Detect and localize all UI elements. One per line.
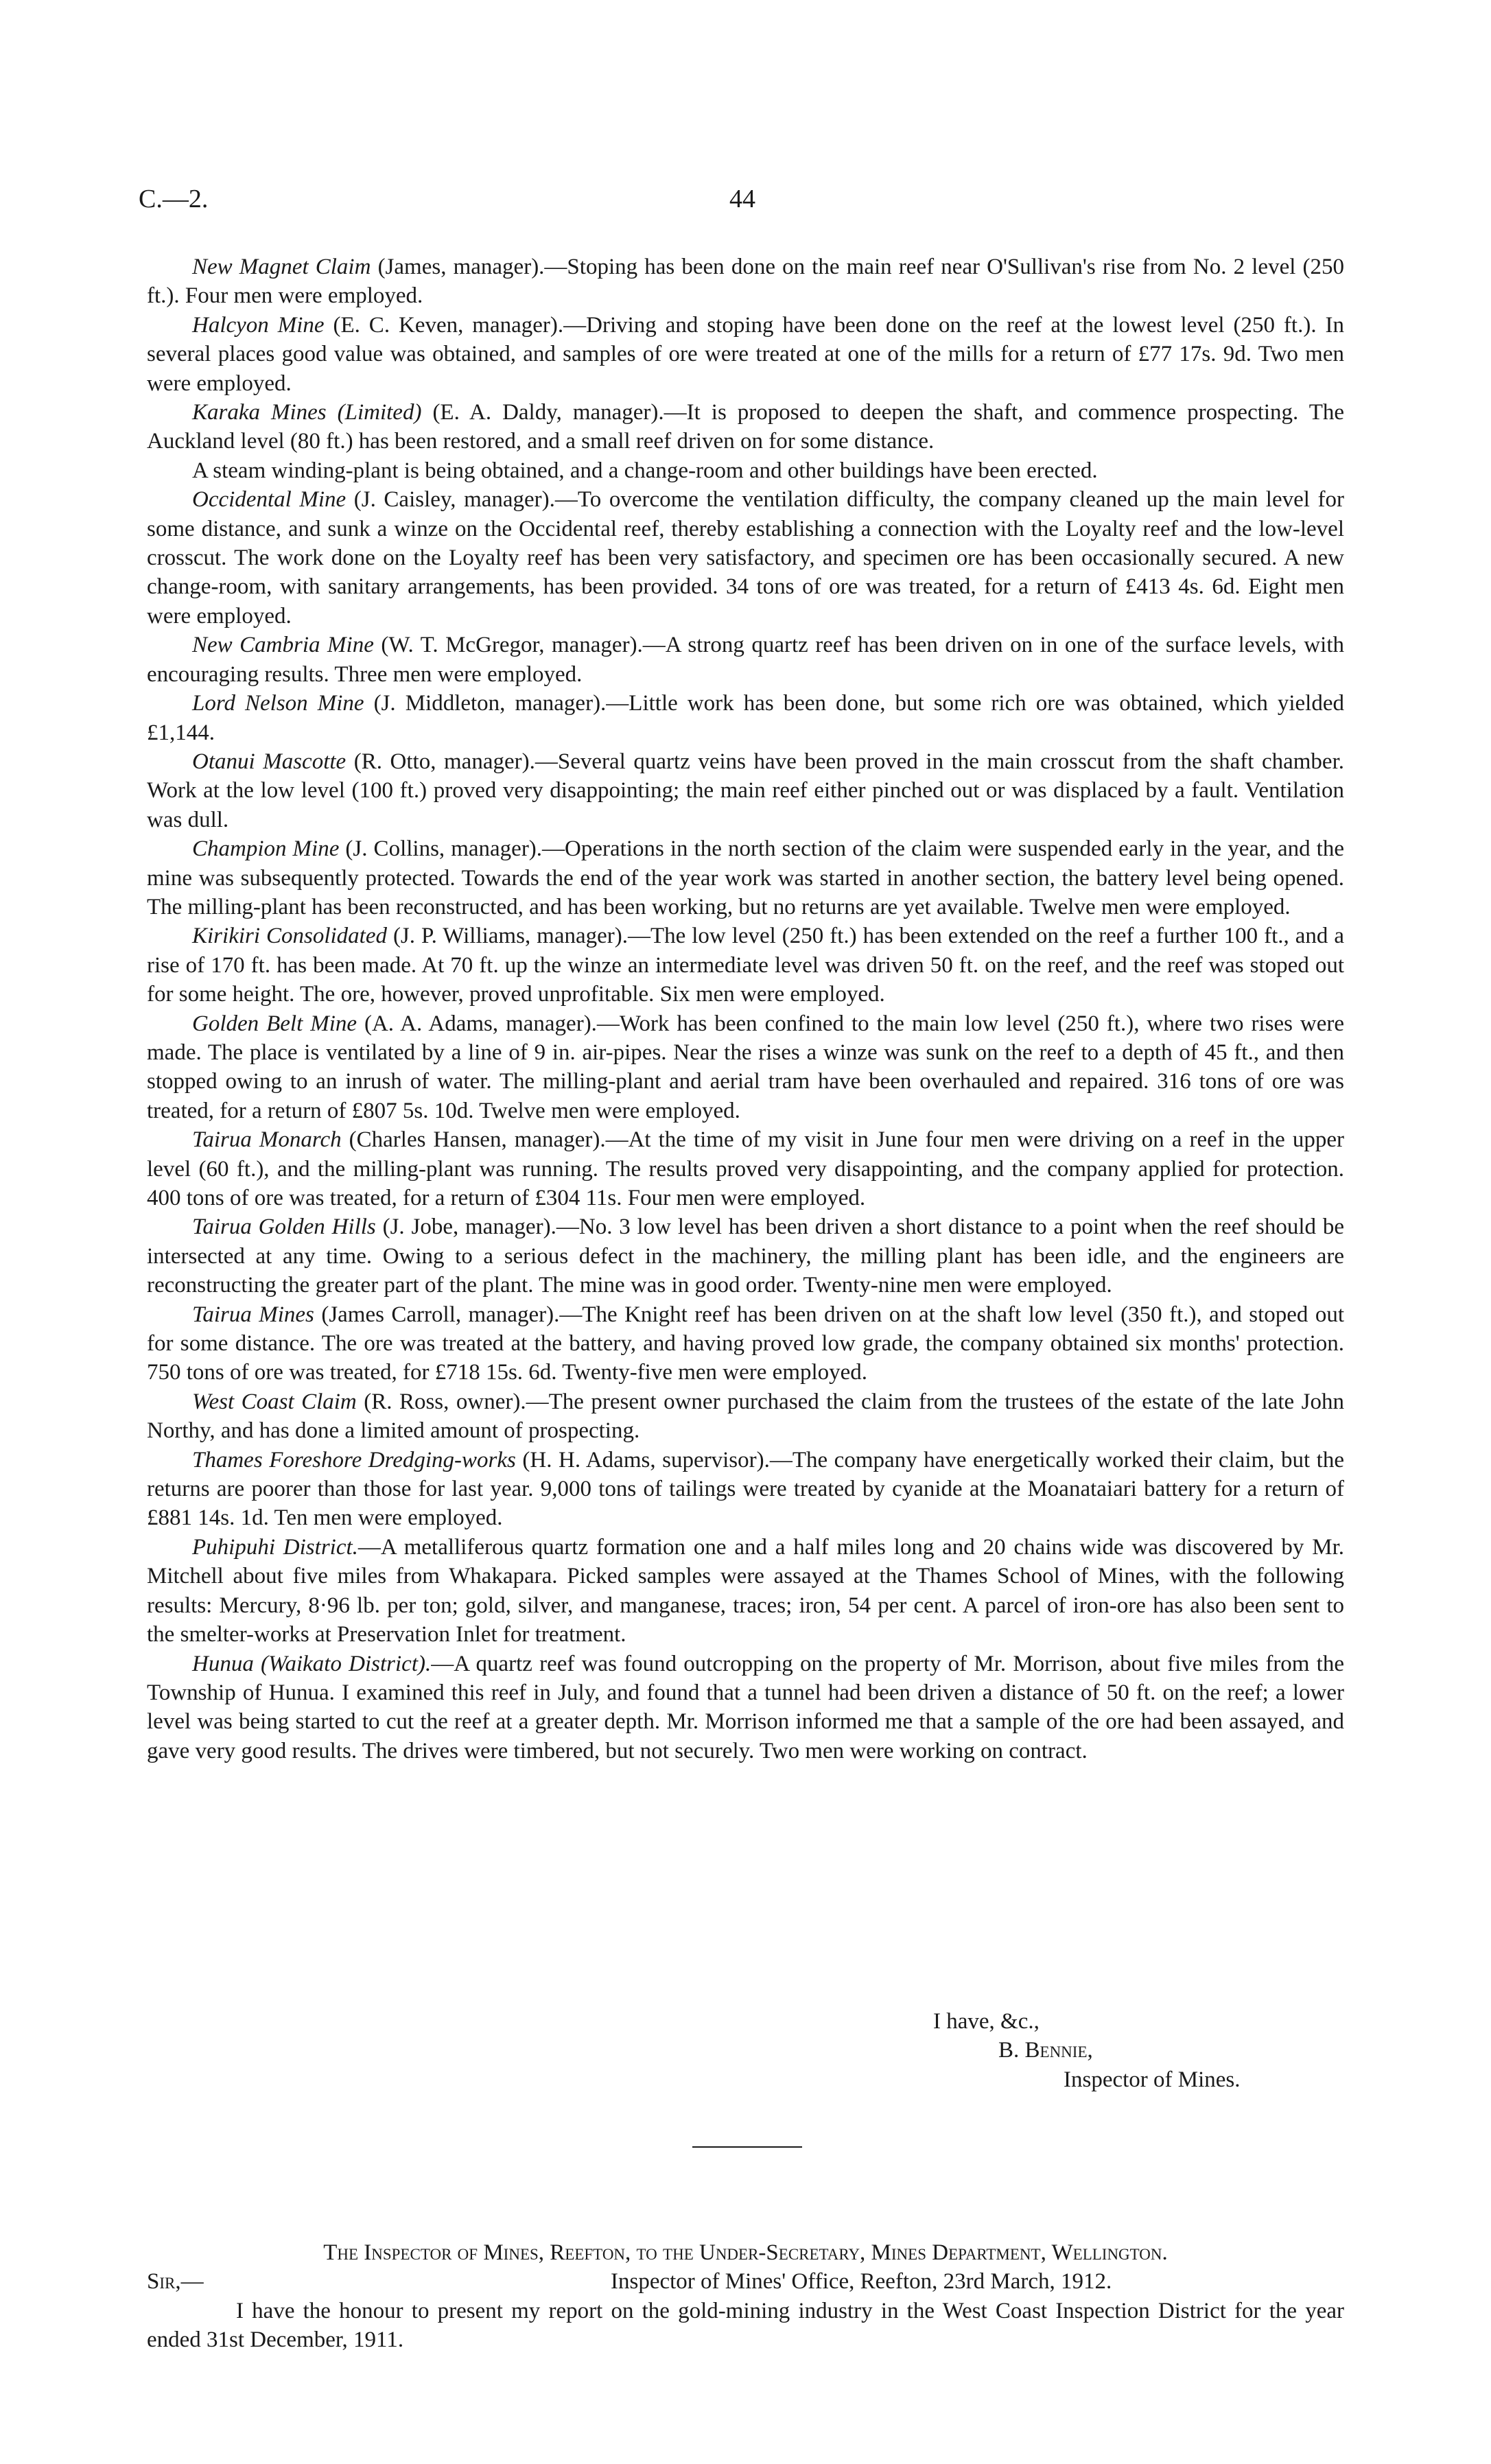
section-divider xyxy=(692,2146,802,2148)
entry-new-cambria-mine xyxy=(147,631,1344,689)
entry-text: (A. A. Adams, manager).—Work has been confined to the main low level (250 ft.), where two rises were made. The place is ventilated by a line of 9 in. air-pipes. Near the rises a winze was sunk on the reef to a depth of 45 ft., and then stopped owing to an inrush of water. The milling-plant and aerial tram have been overhauled and repaired. 316 tons of ore was treated, for a return of £807 5s. 10d. Twelve men were employed. xyxy=(147,1011,1344,1123)
entry-title: Thames Foreshore Dredging-works xyxy=(192,1447,516,1472)
entry-text: (R. Otto, manager).—Several quartz veins have been proved in the main crosscut from the shaft chamber. Work at the low level (100 ft.) proved very disappointing; the main reef either pinched out or was displaced by a fault. Ventilation was dull. xyxy=(147,749,1344,832)
page-number: 44 xyxy=(729,185,755,213)
entry-text: (J. Middleton, manager).—Little work has been done, but some rich ore was obtained, which yielded £1,144. xyxy=(147,691,1345,745)
entry-title: Tairua Golden Hills xyxy=(192,1215,376,1240)
salutation-line xyxy=(147,2267,1344,2296)
entry-tairua-mines xyxy=(147,1300,1344,1387)
entry-text: (J. Collins, manager).—Operations in the north section of the claim were suspended early in the year, and the mine was subsequently protected. Towards the end of the year work was started in another section, the battery level being opened. The milling-plant has been reconstructed, and has been working, but no returns are yet available. Twelve men were employed. xyxy=(147,836,1344,919)
entry-text: —A quartz reef was found outcropping on the property of Mr. Morrison, about five miles from the Township of Hunua. I examined this reef in July, and found that a tunnel had been driven a distance of 50 ft. on the reef; a lower level was being started to cut the reef at a greater depth. Mr. Morrison informed me that a sample of the ore had been assayed, and gave very good results. The drives were timbered, but not securely. Two men were working on contract. xyxy=(147,1651,1344,1763)
entry-title: Halcyon Mine xyxy=(192,312,325,338)
entry-karaka-mines xyxy=(147,398,1344,456)
entry-title: Champion Mine xyxy=(192,836,340,862)
entry-thames-foreshore xyxy=(147,1446,1344,1533)
entry-puhipuhi-district xyxy=(147,1533,1344,1650)
entry-new-magnet-claim xyxy=(147,253,1344,311)
entry-karaka-continued xyxy=(147,456,1344,485)
entry-title: New Cambria Mine xyxy=(192,633,374,658)
entry-text: (J. P. Williams, manager).—The low level (250 ft.) has been extended on the reef a further 100 ft., and a rise of 170 ft. has been made. At 70 ft. up the winze an intermediate level was driven 50 ft. on the reef, and the reef was stoped out for some height. The ore, however, proved unprofitable. Six men were employed. xyxy=(147,924,1344,1007)
entry-title: Karaka Mines (Limited) xyxy=(192,400,422,425)
entry-text: (Charles Hansen, manager).—At the time of my visit in June four men were driving on a reef in the upper level (60 ft.), and the milling-plant was running. The results proved very disappointing, and the company applied for protection. 400 tons of ore was treated, for a return of £304 11s. Four men were employed. xyxy=(147,1127,1344,1210)
entry-tairua-monarch xyxy=(147,1125,1344,1212)
entry-text: A steam winding-plant is being obtained, and a change-room and other buildings have been erected. xyxy=(192,458,1098,483)
entry-title: Hunua (Waikato District). xyxy=(192,1651,432,1676)
entry-text: (James Carroll, manager).—The Knight reef has been driven on at the shaft low level (350 ft.), and stoped out for some distance. The ore was treated at the battery, and having proved low grade, the company obtained six months' protection. 750 tons of ore was treated, for £718 15s. 6d. Twenty-five men were employed. xyxy=(147,1302,1344,1385)
entry-kirikiri-consolidated xyxy=(147,922,1344,1009)
entry-occidental-mine xyxy=(147,485,1344,631)
entry-text: (James, manager).—Stoping has been done on the main reef near O'Sullivan's rise from No. 2 level (250 ft.). Four men were employed. xyxy=(147,255,1345,309)
office-date: Inspector of Mines' Office, Reefton, 23rd March, 1912. xyxy=(611,2269,1112,2295)
page-header xyxy=(139,184,1346,225)
signoff-title: Inspector of Mines. xyxy=(1064,2067,1241,2092)
entry-golden-belt-mine xyxy=(147,1009,1344,1126)
entry-title: West Coast Claim xyxy=(192,1389,357,1414)
entry-title: Tairua Monarch xyxy=(192,1127,342,1153)
signoff xyxy=(933,2007,1241,2094)
entry-title: New Magnet Claim xyxy=(192,255,371,279)
entry-hunua xyxy=(147,1650,1344,1766)
opening-paragraph: I have the honour to present my report on the gold-mining industry in the West Coast Inspection District for the year ended 31st December, 1911. xyxy=(147,2298,1344,2353)
entry-text: (J. Caisley, manager).—To overcome the ventilation difficulty, the company cleaned up the main level for some distance, and sunk a winze on the Occidental reef, thereby establishing a connection with the Loyalty reef and the low-level crosscut. The work done on the Loyalty reef has been very satisfactory, and specimen ore has been occasionally secured. A new change-room, with sanitary arrangements, has been provided. 34 tons of ore was treated, for a return of £413 4s. 6d. Eight men were employed. xyxy=(147,487,1344,629)
entry-text: (R. Ross, owner).—The present owner purchased the claim from the trustees of the estate of the late John Northy, and has done a limited amount of prospecting. xyxy=(147,1389,1345,1444)
entry-title: Lord Nelson Mine xyxy=(192,691,364,716)
entry-halcyon-mine xyxy=(147,311,1344,398)
entry-text: (W. T. McGregor, manager).—A strong quartz reef has been driven on in one of the surface levels, with encouraging results. Three men were employed. xyxy=(147,633,1344,687)
entry-title: Golden Belt Mine xyxy=(192,1011,357,1036)
letter-heading: The Inspector of Mines, Reefton, to the Under-Secretary, Mines Department, Wellington. xyxy=(323,2240,1168,2265)
entry-title: Tairua Mines xyxy=(192,1302,314,1327)
entry-text: (J. Jobe, manager).—No. 3 low level has been driven a short distance to a point when the reef should be intersected at any time. Owing to a serious defect in the machinery, the milling plant has been idle, and the engineers are reconstructing the greater part of the plant. The mine was in good order. Twenty-nine men were employed. xyxy=(147,1215,1344,1298)
report-body xyxy=(147,253,1344,1765)
entry-otanui-mascotte xyxy=(147,747,1344,834)
entry-text: (E. A. Daldy, manager).—It is proposed to deepen the shaft, and commence prospecting. The Auckland level (80 ft.) has been restored, and a small reef driven on for some distance. xyxy=(147,400,1344,454)
entry-title: Otanui Mascotte xyxy=(192,749,347,774)
entry-title: Puhipuhi District. xyxy=(192,1534,358,1560)
entry-text: —A metalliferous quartz formation one and a half miles long and 20 chains wide was discovered by Mr. Mitchell about five miles from Whakapara. Picked samples were assayed at the Thames School of Mines, with the following results: Mercury, 8·96 lb. per ton; gold, silver, and manganese, traces; iron, 54 per cent. A parcel of iron-ore has also been sent to the smelter-works at Preservation Inlet for treatment. xyxy=(147,1534,1344,1647)
entry-text: (E. C. Keven, manager).—Driving and stoping have been done on the reef at the lowest level (250 ft.). In several places good value was obtained, and samples of ore were treated at one of the mills for a return of £77 17s. 9d. Two men were employed. xyxy=(147,312,1344,396)
entry-lord-nelson-mine xyxy=(147,689,1344,747)
entry-text: (H. H. Adams, supervisor).—The company have energetically worked their claim, but the returns are poorer than those for last year. 9,000 tons of tailings were treated by cyanide at the Moanataiari battery for a return of £881 14s. 1d. Ten men were employed. xyxy=(147,1447,1344,1531)
entry-title: Occidental Mine xyxy=(192,487,347,513)
signoff-name: B. Bennie, xyxy=(998,2038,1093,2063)
entry-title: Kirikiri Consolidated xyxy=(192,924,387,949)
signoff-closing: I have, &c., xyxy=(933,2009,1040,2034)
letter-section xyxy=(147,2238,1344,2355)
entry-champion-mine xyxy=(147,834,1344,922)
entry-tairua-golden-hills xyxy=(147,1212,1344,1300)
report-code: C.—2. xyxy=(139,185,209,213)
entry-west-coast-claim xyxy=(147,1387,1344,1446)
salutation: Sir,— xyxy=(147,2269,204,2295)
